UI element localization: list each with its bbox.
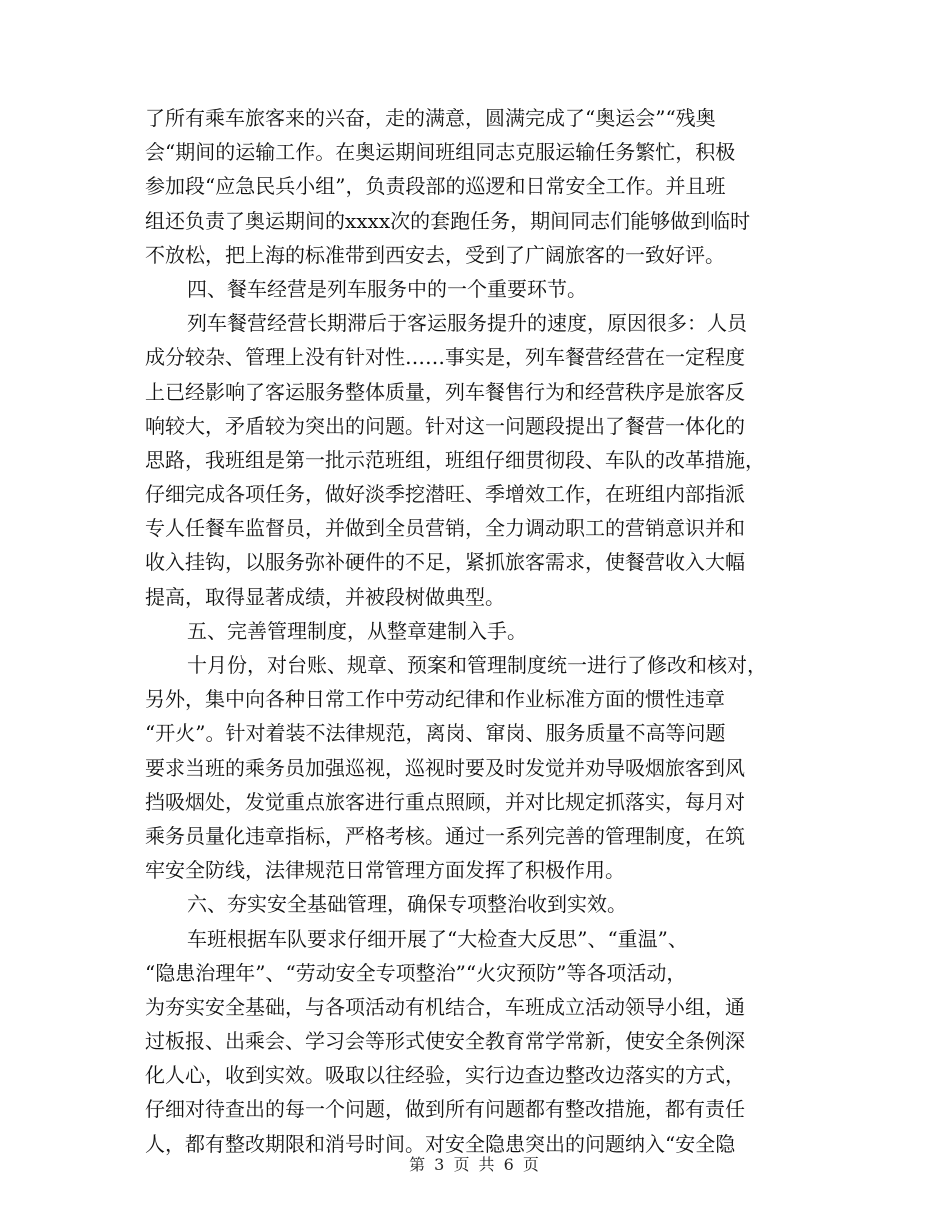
section-heading: 五、完善管理制度，从整章建制入手。 xyxy=(187,618,527,643)
text-line: 十月份，对台账、规章、预案和管理制度统一进行了修改和核对， xyxy=(187,653,767,677)
text-line: “开火”。针对着装不法律规范，离岗、窜岗、服务质量不高等问题 xyxy=(145,721,726,746)
text-line: 收入挂钩，以服务弥补硬件的不足，紧抓旅客需求，使餐营收入大幅 xyxy=(145,550,745,575)
text-line: “隐患治理年”、“劳动安全专项整治”“火灾预防”等各项活动， xyxy=(145,960,687,985)
section-heading: 六、夯实安全基础管理，确保专项整治收到实效。 xyxy=(187,892,627,917)
text-line: 人，都有整改期限和消号时间。对安全隐患突出的问题纳入“安全隐 xyxy=(145,1131,736,1156)
text-line: 挡吸烟处，发觉重点旅客进行重点照顾，并对比规定抓落实，每月对 xyxy=(145,789,745,814)
text-line: 仔细完成各项任务，做好淡季挖潜旺、季增效工作，在班组内部指派 xyxy=(145,482,745,507)
text-line: 车班根据车队要求仔细开展了“大检查大反思”、“重温”、 xyxy=(187,926,688,951)
text-line: 过板报、出乘会、学习会等形式使安全教育常学常新，使安全条例深 xyxy=(145,1029,745,1054)
text-line: 仔细对待查出的每一个问题，做到所有问题都有整改措施，都有责任 xyxy=(145,1097,745,1122)
text-line: 上已经影响了客运服务整体质量，列车餐售行为和经营秩序是旅客反 xyxy=(145,379,745,404)
text-line: 化人心，收到实效。吸取以往经验，实行边查边整改边落实的方式， xyxy=(145,1063,745,1088)
text-line: 不放松，把上海的标准带到西安去，受到了广阔旅客的一致好评。 xyxy=(145,242,725,267)
text-line: 会“期间的运输工作。在奥运期间班组同志克服运输任务繁忙，积极 xyxy=(145,140,736,165)
section-heading: 四、餐车经营是列车服务中的一个重要环节。 xyxy=(187,276,587,301)
text-line: 提高，取得显著成绩，并被段树做典型。 xyxy=(145,584,505,609)
text-line: 列车餐营经营长期滞后于客运服务提升的速度，原因很多：人员 xyxy=(187,311,747,336)
text-line: 乘务员量化违章指标，严格考核。通过一系列完善的管理制度，在筑 xyxy=(145,823,745,848)
text-line: 另外，集中向各种日常工作中劳动纪律和作业标准方面的惯性违章 xyxy=(145,687,725,712)
text-line: 参加段“应急民兵小组”，负责段部的巡逻和日常安全工作。并且班 xyxy=(145,174,726,199)
text-line: 响较大，矛盾较为突出的问题。针对这一问题段提出了餐营一体化的 xyxy=(145,413,745,438)
text-line: 要求当班的乘务员加强巡视，巡视时要及时发觉并劝导吸烟旅客到风 xyxy=(145,755,745,780)
text-line: 为夯实安全基础，与各项活动有机结合，车班成立活动领导小组，通 xyxy=(145,994,745,1019)
text-line: 牢安全防线，法律规范日常管理方面发挥了积极作用。 xyxy=(145,858,625,883)
text-line: 了所有乘车旅客来的兴奋，走的满意，圆满完成了“奥运会”“残奥 xyxy=(145,106,716,130)
page-number-footer: 第 3 页 共 6 页 xyxy=(409,1155,541,1174)
text-line: 专人任餐车监督员，并做到全员营销，全力调动职工的营销意识并和 xyxy=(145,516,745,541)
text-line: 思路，我班组是第一批示范班组，班组仔细贯彻段、车队的改革措施， xyxy=(145,447,765,472)
text-line: 组还负责了奥运期间的xxxx次的套跑任务，期间同志们能够做到临时 xyxy=(145,208,751,233)
text-line: 成分较杂、管理上没有针对性……事实是，列车餐营经营在一定程度 xyxy=(145,345,745,370)
body-text xyxy=(145,101,805,1161)
